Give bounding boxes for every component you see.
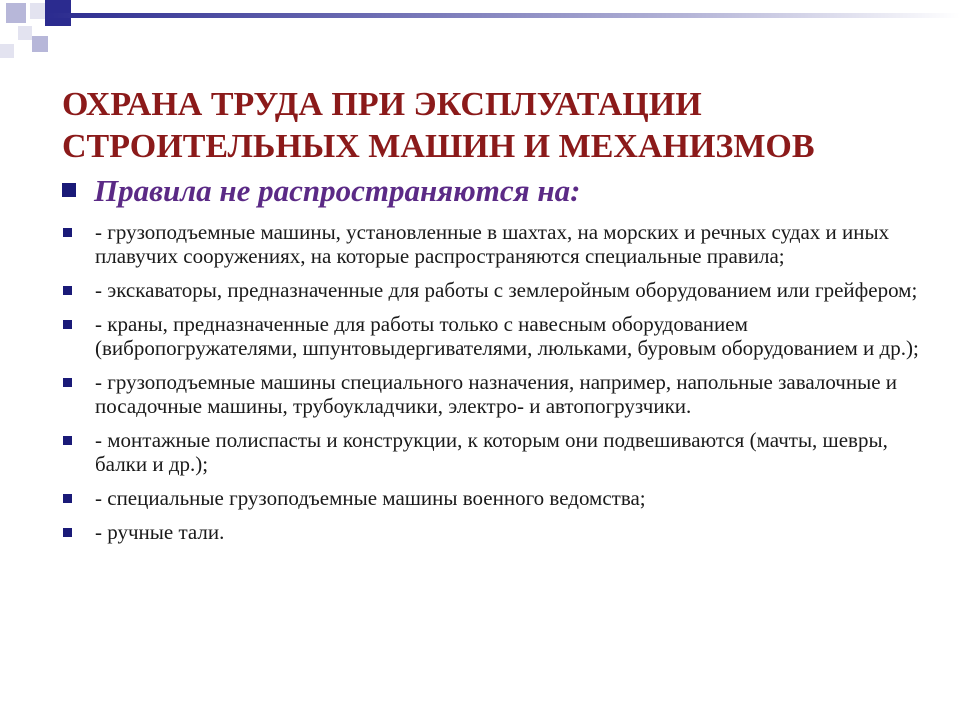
subheading: Правила не распространяются на: [94,173,581,208]
square-bullet-icon [63,320,72,329]
deco-square [0,44,14,58]
list-item-text: - ручные тали. [95,520,225,544]
square-bullet-icon [63,494,72,503]
exclusions-list [62,220,932,544]
list-item-text: - монтажные полиспасты и конструкции, к которым они подвешиваются (мачты, шевры, балки и др.); [95,428,888,476]
list-item [62,370,932,418]
slide-title [62,84,922,168]
deco-square [18,26,32,40]
list-item-text: - краны, предназначенные для работы только с навесным оборудованием (вибропогружателями, шпунтовыдергивателями, люльками, буровым оборудованием и др.); [95,312,919,360]
list-item-text: - грузоподъемные машины специального назначения, например, напольные завалочные и посадочные машины, трубоукладчики, электро- и автопогрузчики. [95,370,898,418]
square-bullet-icon [63,286,72,295]
square-bullet-icon [63,528,72,537]
square-bullet-icon [63,228,72,237]
slide-content [62,172,932,554]
list-item [62,312,932,360]
list-item [62,220,932,268]
square-bullet-icon [63,378,72,387]
subheading-row [62,172,932,210]
list-item [62,486,932,510]
list-item-text: - экскаваторы, предназначенные для работы с землеройным оборудованием или грейфером; [95,278,918,302]
slide-title-line-1: ОХРАНА ТРУДА ПРИ ЭКСПЛУАТАЦИИ [62,86,702,123]
list-item-text: - грузоподъемные машины, установленные в шахтах, на морских и речных судах и иных плавучих сооружениях, на которые распространяются специальные правила; [95,220,890,268]
list-item-text: - специальные грузоподъемные машины военного ведомства; [95,486,646,510]
deco-square [6,3,26,23]
decorative-squares [0,0,90,70]
list-item [62,520,932,544]
list-item [62,428,932,476]
deco-square [30,3,46,19]
slide-title-line-2: СТРОИТЕЛЬНЫХ МАШИН И МЕХАНИЗМОВ [62,128,815,165]
deco-square [32,36,48,52]
square-bullet-icon [63,436,72,445]
top-gradient-bar [46,13,960,18]
square-bullet-icon [62,183,76,197]
list-item [62,278,932,302]
